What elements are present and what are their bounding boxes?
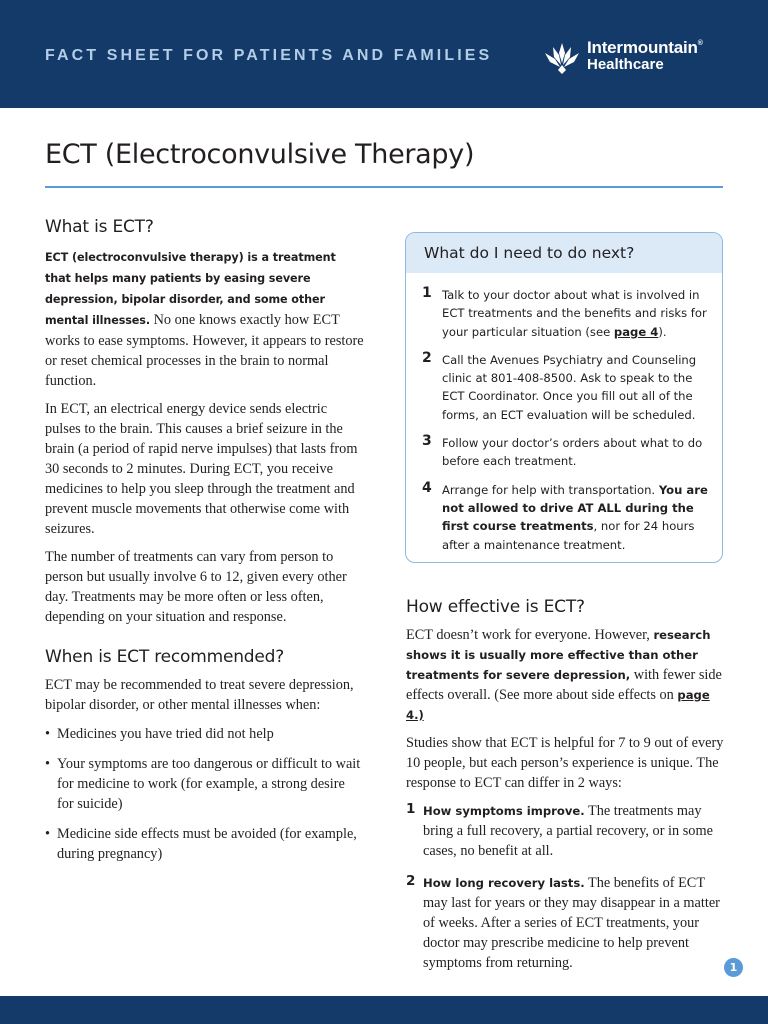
step-number: 2 xyxy=(422,349,432,366)
response-list xyxy=(406,801,726,973)
what-is-paragraph-1: ECT (electroconvulsive therapy) is a treatment that helps many patients by easing severe depression, bipolar disorder, and some other mental illnesses. No one knows exactly how ECT works to ease symptoms. However, it appears to restore or reset chemical processes in the brain to normal function. xyxy=(45,251,364,389)
page-title: ECT (Electroconvulsive Therapy) xyxy=(45,139,475,170)
what-is-heading: What is ECT? xyxy=(45,217,154,237)
title-divider xyxy=(45,186,723,188)
callout-header xyxy=(406,233,722,273)
header-band xyxy=(0,0,768,108)
what-is-paragraph-3: The number of treatments can vary from person to person but usually involve 6 to 12, given every other day. Treatments may be more often or less often, depending on your situation and response. xyxy=(45,549,347,625)
list-item: • Medicines you have tried did not help xyxy=(45,726,274,742)
step-item: 4 Arrange for help with transportation. You are not allowed to drive AT ALL during the first course treatments, nor for 24 hours after a maintenance treatment. xyxy=(422,479,708,552)
page-4-link[interactable]: page 4 xyxy=(613,324,659,339)
list-item: • Medicine side effects must be avoided (for example, during pregnancy) xyxy=(45,826,357,862)
effective-paragraph-2: Studies show that ECT is helpful for 7 to 9 out of every 10 people, but each person’s experience is unique. The response to ECT can differ in 2 ways: xyxy=(406,735,724,791)
item-number: 1 xyxy=(406,801,416,817)
page-4-link[interactable]: page 4.) xyxy=(406,688,710,722)
bullet-glyph: • xyxy=(45,726,51,742)
list-item: 2 How long recovery lasts. The benefits of ECT may last for years or they may disappear in a matter of weeks. After a series of ECT treatments, your doctor may prescribe medicine to help prevent symptoms from returning. xyxy=(406,873,720,971)
left-column xyxy=(45,217,365,874)
footer-band xyxy=(0,996,768,1024)
what-is-paragraph-2: In ECT, an electrical energy device sends electric pulses to the brain. This causes a brief seizure in the brain (a period of rapid nerve impulses) that lasts from 30 seconds to 2 minutes. During ECT, you receive medicines to help you sleep through the treatment and prevent muscle movements that otherwise come with seizures. xyxy=(45,401,358,537)
callout-title: What do I need to do next? xyxy=(424,244,635,262)
step-item: 3 Follow your doctor’s orders about what to do before each treatment. xyxy=(422,433,703,469)
step-number: 1 xyxy=(422,285,432,301)
bullet-glyph: • xyxy=(45,756,51,772)
item-number: 2 xyxy=(406,873,416,889)
effective-heading: How effective is ECT? xyxy=(406,597,585,617)
logo-name: Intermountain® xyxy=(587,38,703,57)
step-number: 3 xyxy=(422,433,432,450)
logo-flame-icon xyxy=(542,41,582,75)
step-number: 4 xyxy=(422,479,432,496)
step-item: 2 Call the Avenues Psychiatry and Counseling clinic at 801-408-8500. Ask to speak to the ECT Coordinator. Once you fill out all of the forms, an ECT evaluation will be scheduled. xyxy=(422,349,697,422)
bullet-glyph: • xyxy=(45,826,51,842)
next-steps-callout xyxy=(405,232,723,563)
logo-subtext: Healthcare xyxy=(587,56,664,73)
header-subtitle: FACT SHEET FOR PATIENTS AND FAMILIES xyxy=(45,47,493,64)
list-item: • Your symptoms are too dangerous or difficult to wait for medicine to work (for example, a strong desire for suicide) xyxy=(45,756,361,812)
page-number-badge: 1 xyxy=(724,958,743,977)
when-intro: ECT may be recommended to treat severe depression, bipolar disorder, or other mental illnesses when: xyxy=(45,677,354,713)
steps-list xyxy=(422,286,712,563)
step-item: 1 Talk to your doctor about what is involved in ECT treatments and the benefits and risks for your particular situation (see page 4). xyxy=(422,285,707,339)
effective-paragraph-1: ECT doesn’t work for everyone. However, research shows it is usually more effective than other treatments for severe depression, with fewer side effects overall. (See more about side effects on page 4.) xyxy=(406,627,722,722)
effectiveness-section xyxy=(406,597,726,985)
when-bullet-list xyxy=(45,724,365,864)
when-heading: When is ECT recommended? xyxy=(45,647,285,667)
list-item: 1 How symptoms improve. The treatments may bring a full recovery, a partial recovery, or in some cases, no benefit at all. xyxy=(406,801,713,859)
